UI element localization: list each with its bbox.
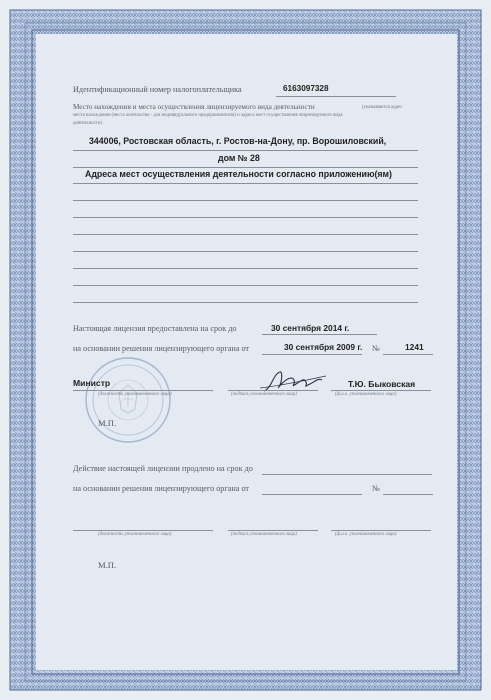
caption-position: (должность уполномоченного лица)	[98, 392, 172, 397]
extension-caption-position: (должность уполномоченного лица)	[98, 532, 172, 537]
term-label: Настоящая лицензия предоставлена на срок до	[73, 324, 237, 333]
address-underline-1	[73, 150, 418, 151]
term-underline	[262, 334, 377, 335]
address-line-2: дом № 28	[218, 153, 260, 163]
blank-line	[73, 302, 418, 303]
number-sign: №	[372, 344, 380, 353]
taxpayer-underline	[276, 96, 396, 97]
extension-position-underline	[73, 530, 213, 531]
signatory-position: Министр	[73, 378, 111, 388]
blank-line	[73, 200, 418, 201]
basis-underline	[262, 354, 362, 355]
address-underline-3	[73, 183, 418, 184]
extension-label: Действие настоящей лицензии продлено на срок до	[73, 464, 253, 473]
extension-underline	[262, 474, 432, 475]
extension-number-sign: №	[372, 484, 380, 493]
number-underline	[383, 354, 433, 355]
official-stamp	[83, 355, 173, 445]
location-note-line2: места нахождения (места жительства - для индивидуального предпринимателя) и адреса мест осуществления лицензируемого вида	[73, 113, 343, 118]
extension-number-underline	[383, 494, 433, 495]
address-underline-2	[73, 167, 418, 168]
blank-line	[73, 268, 418, 269]
address-line-1: 344006, Ростовская область, г. Ростов-на-Дону, пр. Ворошиловский,	[89, 136, 387, 146]
license-number: 1241	[405, 342, 424, 352]
blank-line	[73, 217, 418, 218]
basis-date: 30 сентября 2009 г.	[284, 342, 363, 352]
stamp-mark: М.П.	[98, 418, 117, 428]
extension-signature-underline	[228, 530, 318, 531]
location-note-line3: деятельности)	[73, 121, 103, 126]
appendix-note: Адреса мест осуществления деятельности согласно приложению(ям)	[85, 169, 392, 179]
extension-stamp-mark: М.П.	[98, 560, 117, 570]
signature-underline	[228, 390, 318, 391]
extension-name-underline	[331, 530, 431, 531]
extension-caption-signature: (подпись уполномоченного лица)	[231, 532, 297, 537]
basis-label: на основании решения лицензирующего органа от	[73, 344, 250, 353]
taxpayer-id-value: 6163097328	[283, 84, 329, 93]
signatory-name: Т.Ю. Быковская	[348, 379, 416, 389]
caption-signature: (подпись уполномоченного лица)	[231, 392, 297, 397]
taxpayer-id-label: Идентификационный номер налогоплательщика	[73, 85, 242, 94]
name-underline	[331, 390, 431, 391]
blank-line	[73, 234, 418, 235]
location-note-part1: (указываются адрес	[362, 105, 403, 110]
position-underline	[73, 390, 213, 391]
blank-line	[73, 285, 418, 286]
term-date: 30 сентября 2014 г.	[271, 323, 350, 333]
extension-basis-label: на основании решения лицензирующего органа от	[73, 484, 250, 493]
location-label: Место нахождения и места осуществления лицензируемого вида деятельности	[73, 103, 315, 111]
extension-basis-underline	[262, 494, 362, 495]
caption-name: (ф.и.о. уполномоченного лица)	[335, 392, 397, 397]
extension-caption-name: (ф.и.о. уполномоченного лица)	[335, 532, 397, 537]
blank-line	[73, 251, 418, 252]
